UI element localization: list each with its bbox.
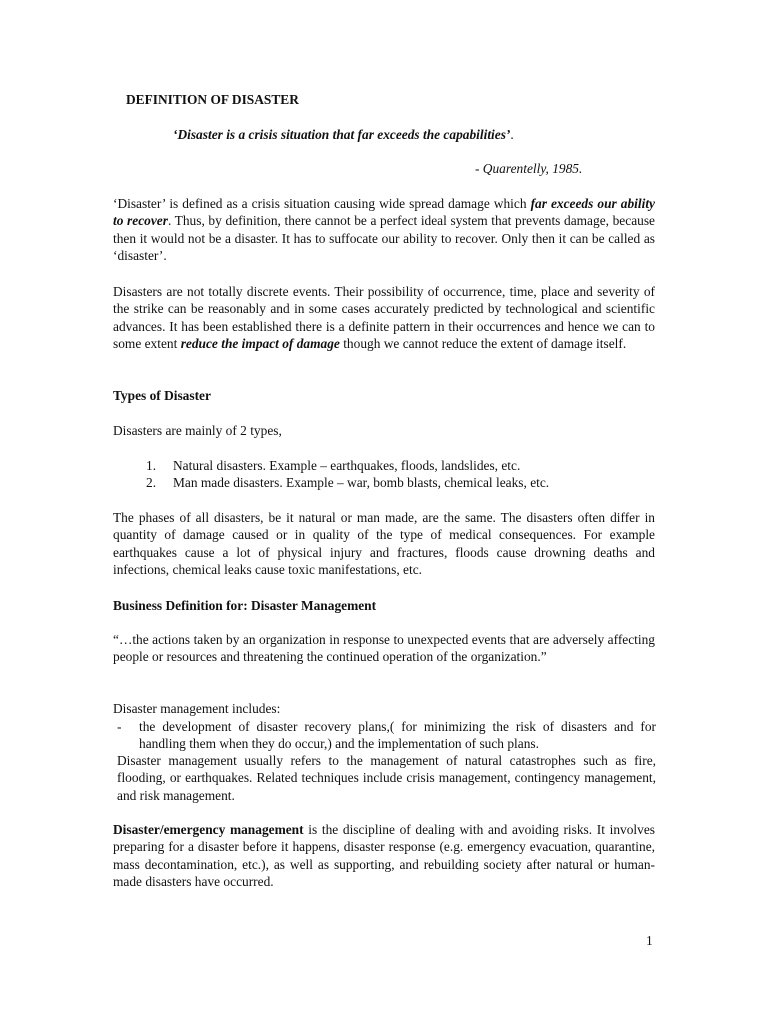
paragraph-definition [113,195,655,264]
list-number: 1. [146,458,157,473]
types-intro: Disasters are mainly of 2 types, [113,423,282,438]
types-heading: Types of Disaster [113,388,211,403]
para2-text-c: though we cannot reduce the extent of damage itself. [339,335,627,351]
para5-text: is the discipline of dealing with and avoiding risks. It involves preparing for a disaster before it happens, disaster response (e.g. emergency evacuation, quarantine, mass decontamination, etc.), as well as supporting, and rebuilding society after natural or human-made disasters have occurred. [113,822,655,889]
list-item-text: Man made disasters. Example – war, bomb blasts, chemical leaks, etc. [173,475,550,491]
list-item-text: Natural disasters. Example – earthquakes, floods, landslides, etc. [173,458,521,473]
epigraph-text: ‘Disaster is a crisis situation that far exceeds the capabilities’ [173,127,511,142]
para1-text-a: ‘Disaster’ is defined as a crisis situation causing wide spread damage which [113,196,531,211]
includes-item: the development of disaster recovery plans,( for minimizing the risk of disasters and for handling them when they do occur,) and the implementation of such plans. [139,719,656,752]
para1-text-c: . Thus, by definition, there cannot be a perfect ideal system that prevents damage, because then it would not be a disaster. It has to suffocate our ability to recover. Only then it can be called as ‘disaster’. [113,213,655,263]
includes-intro: Disaster management includes: [113,701,281,716]
includes-dash: - [117,719,122,734]
epigraph-attribution: - Quarentelly, 1985. [475,161,583,176]
page-heading: DEFINITION OF DISASTER [126,92,299,107]
para5-bold-term: Disaster/emergency management [113,822,304,837]
para2-emphasis: reduce the impact of damage [180,335,340,351]
list-number: 2. [146,475,157,491]
paragraph-natural-catastrophes: Disaster management usually refers to the management of natural catastrophes such as fire, flooding, or earthquakes. Related techniques include crisis management, contingency management, and risk management. [117,753,656,803]
paragraph-phases: The phases of all disasters, be it natural or man made, are the same. The disasters often differ in quantity of damage caused or in quality of the type of medical consequences. For example earthquakes cause a lot of physical injury and fractures, floods cause drowning deaths and infections, chemical leaks cause toxic manifestations, etc. [113,510,655,577]
paragraph-emergency-management [113,821,655,890]
para1-emphasis: far exceeds our ability to recover [113,196,655,229]
list-item [146,474,656,491]
page-number: 1 [646,933,653,948]
business-definition-quote: “…the actions taken by an organization in response to unexpected events that are adversely affecting people or resources and threatening the continued operation of the organization.” [113,632,655,665]
epigraph-period: . [510,127,514,142]
para2-text-a: Disasters are not totally discrete events. Their possibility of occurrence, time, place and severity of the strike can be reasonably and in some cases accurately predicted by technological and scientific advances. It has been established there is a definite pattern in their occurrences and hence we can to some extent [113,284,655,351]
list-item [146,457,656,474]
paragraph-discrete-events [113,283,655,352]
business-definition-heading: Business Definition for: Disaster Management [113,598,377,613]
epigraph-quote [173,126,514,143]
types-list [146,457,656,492]
